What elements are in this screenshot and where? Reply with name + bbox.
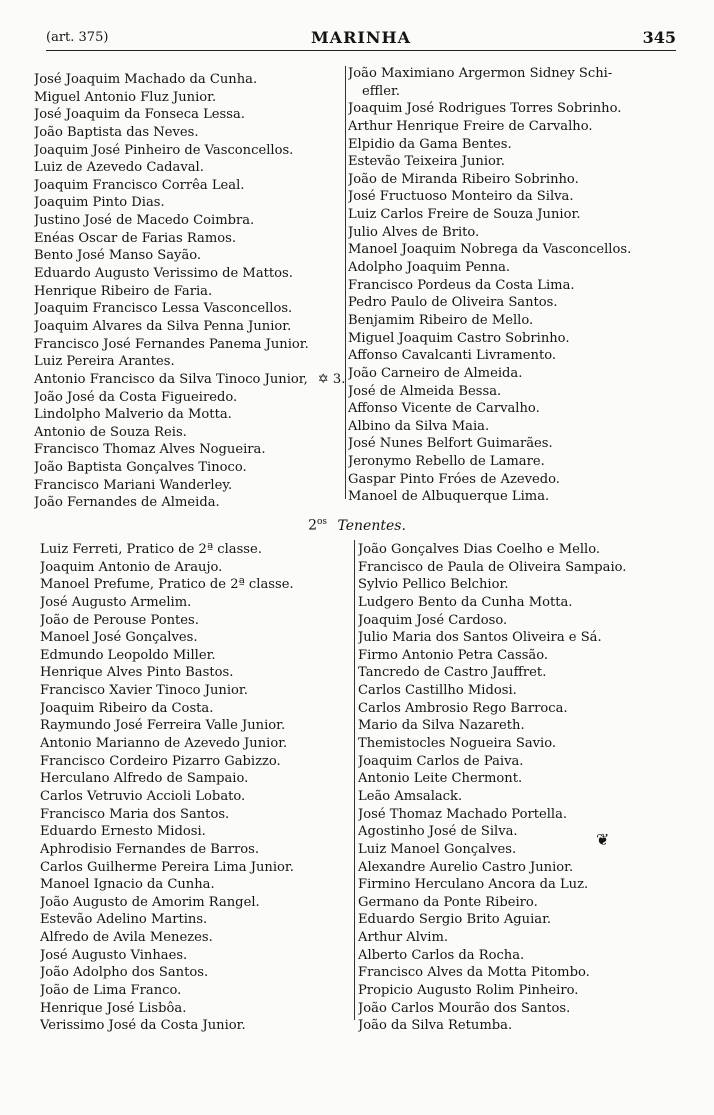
name-entry xyxy=(34,283,346,301)
name-entry xyxy=(40,964,350,982)
name-text: Luiz Carlos Freire de Souza Junior. xyxy=(348,207,581,223)
name-text: Luiz Ferreti, Pratico de 2ª classe. xyxy=(40,542,262,557)
name-text: Francisco Thomaz Alves Nogueira. xyxy=(34,442,266,458)
name-entry xyxy=(358,541,678,559)
name-text: Henrique José Lisbôa. xyxy=(40,1000,187,1016)
name-text: Eduardo Augusto Verissimo de Mattos. xyxy=(34,266,293,282)
name-entry xyxy=(40,806,350,824)
name-entry xyxy=(40,735,350,753)
name-text: Henrique Alves Pinto Bastos. xyxy=(40,665,234,681)
name-text: José Augusto Vinhaes. xyxy=(40,947,188,963)
name-text: Affonso Vicente de Carvalho. xyxy=(348,401,540,417)
name-entry xyxy=(348,383,688,401)
name-text: Luiz de Azevedo Cadaval. xyxy=(34,160,204,176)
name-text: João Gonçalves Dias Coelho e Mello. xyxy=(358,542,601,557)
name-entry xyxy=(34,494,346,512)
name-entry xyxy=(358,594,678,612)
name-entry xyxy=(34,265,346,283)
name-entry xyxy=(348,171,688,189)
name-entry xyxy=(34,441,346,459)
section-1-right-column xyxy=(348,65,688,506)
name-entry xyxy=(348,365,688,383)
section-ordinal-suffix: os xyxy=(317,517,328,527)
name-entry xyxy=(40,911,350,929)
name-entry xyxy=(40,629,350,647)
name-entry xyxy=(40,541,350,559)
name-entry xyxy=(40,929,350,947)
name-text: João da Silva Retumba. xyxy=(358,1018,513,1034)
name-text: Tancredo de Castro Jauffret. xyxy=(358,665,547,681)
name-text: Joaquim Antonio de Araujo. xyxy=(40,559,223,575)
name-text: José Joaquim Machado da Cunha. xyxy=(34,72,258,87)
name-text: Francisco Xavier Tinoco Junior. xyxy=(40,683,248,699)
name-text: Antonio Leite Chermont. xyxy=(358,771,523,787)
name-entry xyxy=(34,159,346,177)
name-entry xyxy=(358,612,678,630)
name-text: Bento José Manso Sayão. xyxy=(34,248,202,264)
name-text: Joaquim Ribeiro da Costa. xyxy=(40,700,214,716)
name-text: Antonio de Souza Reis. xyxy=(34,424,187,440)
name-text: Antonio Francisco da Silva Tinoco Junior, xyxy=(34,371,308,387)
name-text: Affonso Cavalcanti Livramento. xyxy=(348,348,557,364)
name-text: Firmino Herculano Ancora da Luz. xyxy=(358,877,589,893)
name-entry xyxy=(40,876,350,894)
name-entry xyxy=(358,629,678,647)
name-entry xyxy=(40,1000,350,1018)
name-text: João de Perouse Pontes. xyxy=(40,612,199,628)
name-entry xyxy=(358,876,678,894)
name-entry xyxy=(34,142,346,160)
page-title: MARINHA xyxy=(310,28,412,47)
name-text: Julio Alves de Brito. xyxy=(348,224,480,240)
name-entry xyxy=(34,177,346,195)
name-entry xyxy=(358,964,678,982)
name-entry xyxy=(34,406,346,424)
name-entry xyxy=(358,664,678,682)
name-text: João de Miranda Ribeiro Sobrinho. xyxy=(348,171,579,187)
name-entry xyxy=(358,559,678,577)
name-entry xyxy=(40,841,350,859)
name-entry xyxy=(358,859,678,877)
name-entry xyxy=(358,700,678,718)
name-text: Francisco Cordeiro Pizarro Gabizzo. xyxy=(40,753,281,769)
name-entry xyxy=(40,788,350,806)
name-entry xyxy=(348,153,688,171)
name-text: João de Lima Franco. xyxy=(40,983,182,999)
section-1-left-column xyxy=(34,71,346,512)
name-text: Alexandre Aurelio Castro Junior. xyxy=(358,859,574,875)
name-entry xyxy=(34,247,346,265)
name-entry xyxy=(358,1000,678,1018)
name-entry xyxy=(40,717,350,735)
name-text: Carlos Vetruvio Accioli Lobato. xyxy=(40,788,246,804)
name-text: Francisco Pordeus da Costa Lima. xyxy=(348,277,575,293)
ink-mark-icon: ❦ xyxy=(596,830,610,849)
name-entry xyxy=(358,753,678,771)
name-entry xyxy=(40,576,350,594)
name-entry xyxy=(34,477,346,495)
name-text: Joaquim José Rodrigues Torres Sobrinho. xyxy=(348,101,622,117)
name-text: Francisco José Fernandes Panema Junior. xyxy=(34,336,309,352)
name-text: Eduardo Sergio Brito Aguiar. xyxy=(358,912,552,928)
name-text: João Maximiano Argermon Sidney Schi- xyxy=(348,66,613,81)
name-entry xyxy=(34,459,346,477)
name-text: Adolpho Joaquim Penna. xyxy=(348,260,511,276)
name-text: Mario da Silva Nazareth. xyxy=(358,718,525,734)
page-number: 345 xyxy=(642,28,676,47)
name-entry xyxy=(348,277,688,295)
name-entry xyxy=(348,100,688,118)
name-entry xyxy=(34,300,346,318)
name-entry xyxy=(40,647,350,665)
section-ordinal: 2 xyxy=(308,517,317,534)
name-text: Arthur Henrique Freire de Carvalho. xyxy=(348,118,593,134)
name-text: Joaquim Pinto Dias. xyxy=(34,195,165,211)
name-text: Alfredo de Avila Menezes. xyxy=(40,930,213,946)
name-text: Propicio Augusto Rolim Pinheiro. xyxy=(358,983,579,999)
section-title: Tenentes. xyxy=(337,517,406,534)
name-entry xyxy=(348,488,688,506)
name-entry xyxy=(348,241,688,259)
name-entry xyxy=(358,735,678,753)
name-text: Carlos Guilherme Pereira Lima Junior. xyxy=(40,859,294,875)
name-entry xyxy=(40,823,350,841)
name-entry xyxy=(358,717,678,735)
name-entry xyxy=(348,118,688,136)
name-entry xyxy=(358,770,678,788)
name-entry xyxy=(40,770,350,788)
name-entry xyxy=(34,212,346,230)
name-entry xyxy=(34,230,346,248)
name-text: Francisco de Paula de Oliveira Sampaio. xyxy=(358,559,627,575)
name-entry xyxy=(348,400,688,418)
name-entry xyxy=(358,682,678,700)
name-text: Eduardo Ernesto Midosi. xyxy=(40,824,206,840)
name-entry xyxy=(348,188,688,206)
name-text: Enéas Oscar de Farias Ramos. xyxy=(34,230,237,246)
name-entry xyxy=(34,124,346,142)
name-entry xyxy=(348,453,688,471)
name-text: Manoel Joaquim Nobrega da Vasconcellos. xyxy=(348,242,632,258)
name-entry xyxy=(358,788,678,806)
name-text: Edmundo Leopoldo Miller. xyxy=(40,647,216,663)
name-text: Estevão Adelino Martins. xyxy=(40,912,208,928)
name-text: José Fructuoso Monteiro da Silva. xyxy=(348,189,574,205)
name-entry xyxy=(34,318,346,336)
name-text: Francisco Maria dos Santos. xyxy=(40,806,230,822)
name-entry xyxy=(40,700,350,718)
name-entry xyxy=(348,347,688,365)
name-entry xyxy=(348,83,688,101)
name-text: Luiz Pereira Arantes. xyxy=(34,354,175,370)
name-entry xyxy=(358,806,678,824)
name-text: Herculano Alfredo de Sampaio. xyxy=(40,771,249,787)
name-entry xyxy=(358,823,678,841)
name-text: Pedro Paulo de Oliveira Santos. xyxy=(348,295,558,311)
name-text: João Augusto de Amorim Rangel. xyxy=(40,894,260,910)
name-text: Themistocles Nogueira Savio. xyxy=(358,736,557,752)
name-text: Joaquim Francisco Lessa Vasconcellos. xyxy=(34,301,293,317)
name-entry xyxy=(358,841,678,859)
name-text: Leão Amsalack. xyxy=(358,788,463,804)
name-text: Henrique Ribeiro de Faria. xyxy=(34,283,213,299)
name-entry xyxy=(348,206,688,224)
name-text: José Joaquim da Fonseca Lessa. xyxy=(34,107,245,123)
name-text: Carlos Castillho Midosi. xyxy=(358,683,517,699)
name-text: Miguel Joaquim Castro Sobrinho. xyxy=(348,330,570,346)
name-entry xyxy=(358,982,678,1000)
name-text: Antonio Marianno de Azevedo Junior. xyxy=(40,736,288,752)
name-text: Albino da Silva Maia. xyxy=(348,418,490,434)
name-entry xyxy=(40,682,350,700)
name-entry xyxy=(348,65,688,83)
name-entry xyxy=(348,418,688,436)
name-text: Gaspar Pinto Fróes de Azevedo. xyxy=(348,471,560,487)
name-text: Lindolpho Malverio da Motta. xyxy=(34,407,232,423)
section-2-right-column xyxy=(358,541,678,1035)
name-text: Carlos Ambrosio Rego Barroca. xyxy=(358,700,568,716)
name-text: Francisco Mariani Wanderley. xyxy=(34,477,233,493)
name-text: Jeronymo Rebello de Lamare. xyxy=(348,454,545,470)
name-text: Agostinho José de Silva. xyxy=(358,824,518,840)
name-entry xyxy=(34,353,346,371)
name-text: Firmo Antonio Petra Cassão. xyxy=(358,647,549,663)
name-entry xyxy=(34,424,346,442)
name-text: Manoel de Albuquerque Lima. xyxy=(348,489,550,505)
column-divider-bottom xyxy=(354,540,355,1020)
name-text: Verissimo José da Costa Junior. xyxy=(40,1018,246,1034)
name-text: Manoel Prefume, Pratico de 2ª classe. xyxy=(40,577,294,593)
name-text: Aphrodisio Fernandes de Barros. xyxy=(40,841,260,857)
name-text: José Augusto Armelim. xyxy=(40,594,192,610)
name-entry xyxy=(358,894,678,912)
page-header xyxy=(46,28,676,51)
name-text: João Baptista Gonçalves Tinoco. xyxy=(34,460,247,476)
name-entry xyxy=(358,947,678,965)
name-text: Raymundo José Ferreira Valle Junior. xyxy=(40,718,286,734)
name-entry xyxy=(358,647,678,665)
name-entry xyxy=(348,435,688,453)
name-text: José de Almeida Bessa. xyxy=(348,383,502,399)
name-entry xyxy=(40,559,350,577)
name-entry xyxy=(34,389,346,407)
name-text: Manoel Ignacio da Cunha. xyxy=(40,877,215,893)
name-text: Francisco Alves da Motta Pitombo. xyxy=(358,965,590,981)
name-text: Estevão Teixeira Junior. xyxy=(348,154,505,170)
name-text: João José da Costa Figueiredo. xyxy=(34,389,238,405)
name-text: Alberto Carlos da Rocha. xyxy=(358,947,525,963)
name-entry xyxy=(34,71,346,89)
name-text: José Nunes Belfort Guimarães. xyxy=(348,436,553,452)
name-entry xyxy=(40,594,350,612)
name-text: João Carlos Mourão dos Santos. xyxy=(358,1000,571,1016)
name-text: Manoel José Gonçalves. xyxy=(40,630,198,646)
name-entry xyxy=(40,1017,350,1035)
name-text: Julio Maria dos Santos Oliveira e Sá. xyxy=(358,630,602,646)
name-entry xyxy=(34,336,346,354)
name-entry xyxy=(40,894,350,912)
name-text: Luiz Manoel Gonçalves. xyxy=(358,841,517,857)
name-entry xyxy=(40,753,350,771)
name-entry xyxy=(34,371,346,389)
name-text: Germano da Ponte Ribeiro. xyxy=(358,894,538,910)
name-text: Joaquim Carlos de Paiva. xyxy=(358,753,524,769)
name-text: Arthur Alvim. xyxy=(358,930,449,946)
name-entry xyxy=(348,224,688,242)
name-entry xyxy=(358,1017,678,1035)
name-entry xyxy=(34,194,346,212)
name-entry xyxy=(34,106,346,124)
name-text: João Baptista das Neves. xyxy=(34,124,199,140)
name-text: Justino José de Macedo Coimbra. xyxy=(34,213,255,229)
name-text: João Carneiro de Almeida. xyxy=(348,365,523,381)
name-entry xyxy=(358,576,678,594)
name-entry xyxy=(348,294,688,312)
name-entry xyxy=(40,859,350,877)
name-entry xyxy=(358,929,678,947)
name-text: Joaquim José Cardoso. xyxy=(358,612,508,628)
name-text: José Thomaz Machado Portella. xyxy=(358,806,568,822)
name-text: Joaquim José Pinheiro de Vasconcellos. xyxy=(34,142,294,158)
name-text: Joaquim Alvares da Silva Penna Junior. xyxy=(34,318,292,334)
name-text: Sylvio Pellico Belchior. xyxy=(358,577,509,593)
name-text: Joaquim Francisco Corrêa Leal. xyxy=(34,177,245,193)
name-entry xyxy=(348,259,688,277)
name-text: Elpidio da Gama Bentes. xyxy=(348,136,512,152)
name-text: Miguel Antonio Fluz Junior. xyxy=(34,89,217,105)
name-entry xyxy=(348,330,688,348)
name-text: effler. xyxy=(362,83,400,99)
name-entry xyxy=(348,136,688,154)
name-entry xyxy=(358,911,678,929)
section-2-left-column xyxy=(40,541,350,1035)
name-text: Ludgero Bento da Cunha Motta. xyxy=(358,594,573,610)
name-text: João Fernandes de Almeida. xyxy=(34,495,220,511)
name-text: Benjamim Ribeiro de Mello. xyxy=(348,312,534,328)
name-text: João Adolpho dos Santos. xyxy=(40,965,209,981)
section-heading-tenentes xyxy=(0,517,714,534)
name-entry xyxy=(40,612,350,630)
name-entry xyxy=(34,89,346,107)
name-entry xyxy=(40,664,350,682)
name-entry xyxy=(40,982,350,1000)
decoration-star-icon: ✡ 3. xyxy=(317,371,346,387)
name-entry xyxy=(348,471,688,489)
name-entry xyxy=(40,947,350,965)
name-entry xyxy=(348,312,688,330)
article-reference: (art. 375) xyxy=(46,30,109,45)
